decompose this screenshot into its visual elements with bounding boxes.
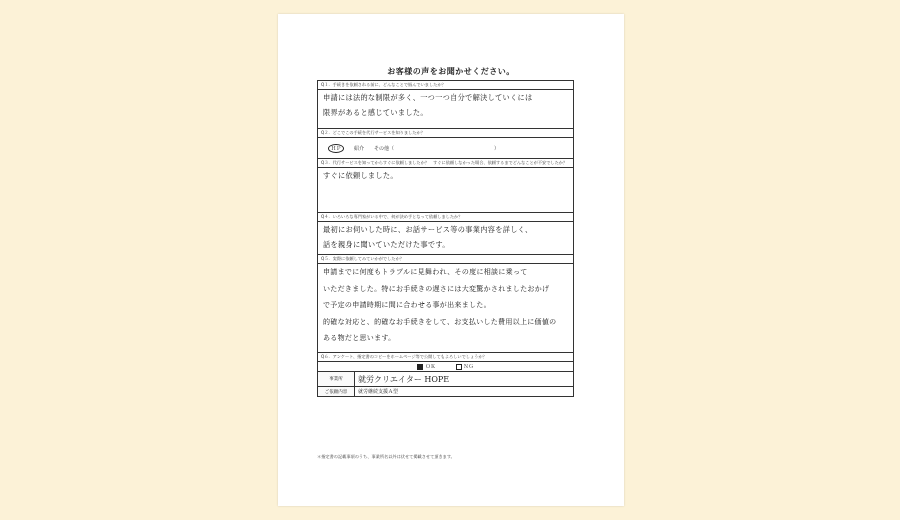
q6-question: Q６．アンケート、指定書のコピーをホームページ等で公開してもよろしいでしょうか？ [318,353,573,362]
q6-answer [318,362,573,372]
checked-box-icon [417,364,423,370]
q5-answer-line: 申請までに何度もトラブルに見舞われ、その度に相談に乗って [323,268,528,276]
q4-answer [318,222,573,255]
questionnaire-sheet [278,14,624,506]
q1-answer [318,90,573,129]
footnote: ＊指定書の記載事項のうち、事業所名以外は伏せて掲載させて頂きます。 [317,454,455,459]
unchecked-box-icon [456,364,462,370]
q2-option-intro: 紹介 [354,145,365,152]
service-label: ご依頼内容 [318,387,355,396]
q5-answer [318,264,573,353]
q2-option-close: ） [494,145,500,152]
q2-question: Q２．どこでこの手続を代行サービスを知りましたか？ [318,129,573,138]
business-value: 就労クリエイター HOPE [358,374,450,384]
q1-question: Q１．手続きを依頼される前に、どんなことで悩んでいましたか？ [318,81,573,90]
q2-option-hp-selected: ＨＰ [328,144,344,153]
service-value: 就労継続支援Ａ型 [358,389,399,395]
q1-answer-line: 申請には法的な制限が多く、一つ一つ自分で解決していくには [323,93,533,102]
q3-answer-line: すぐに依頼しました。 [323,171,398,180]
sheet-title: お客様の声をお聞かせください。 [387,67,515,76]
q6-ng-label: ＮＧ [463,364,474,370]
q2-option-other: その他（ [374,145,395,152]
q4-answer-line: 最初にお伺いした時に、お話サービス等の事業内容を詳しく、 [323,225,533,234]
q4-question: Q４．いろいろな専門家がいる中で、何が決め手となって依頼しましたか？ [318,213,573,222]
q2-answer [318,138,573,159]
questionnaire-form [317,80,574,397]
q4-answer-line: 話を親身に聞いていただけた事です。 [323,240,450,249]
q6-ok-option [417,363,435,370]
q5-answer-line: 的確な対応と、的確なお手続きをして、お支払いした費用以上に価値の [323,317,557,326]
q5-answer-line: ある物だと思います。 [323,334,396,342]
q5-answer-line: いただきました。特にお手続きの遅さには大変驚かされましたおかげ [323,284,550,293]
q6-ng-option [456,363,474,370]
q6-ok-label: ＯＫ [425,364,436,370]
q1-answer-line: 限界があると感じていました。 [323,108,428,117]
q5-question: Q５．実際に依頼してみていかがでしたか？ [318,255,573,264]
q3-answer [318,168,573,213]
q3-question: Q３．代行サービスを知ってからすぐに依頼しましたか？ すぐに依頼しなかった場合、依頼するまでどんなことが不安でしたか？ [318,159,573,168]
q5-answer-line: で予定の申請時期に間に合わせる事が出来ました。 [323,301,491,309]
business-row [318,372,573,387]
business-label: 事業所 [318,372,355,386]
service-row [318,387,573,396]
